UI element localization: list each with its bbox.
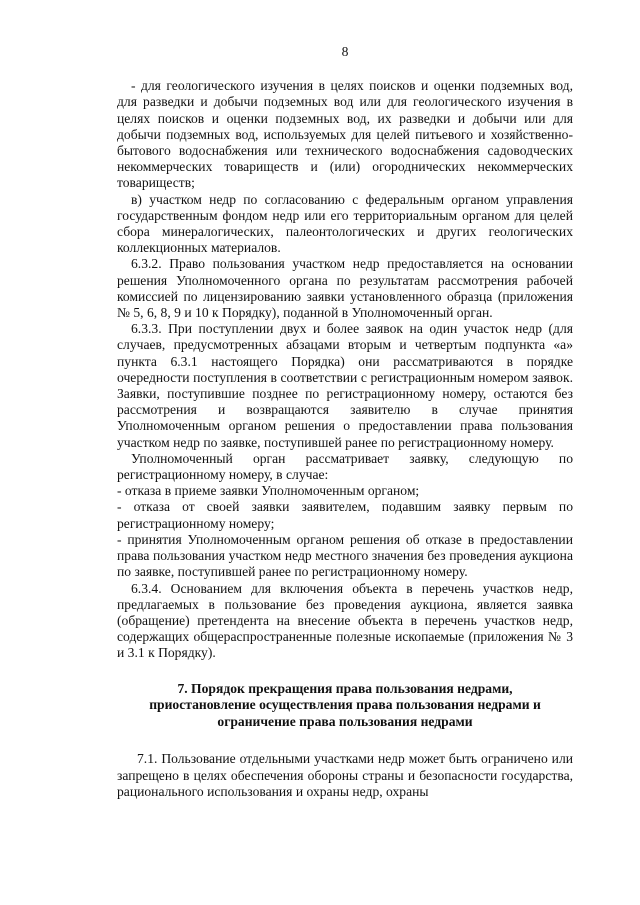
document-page — [117, 44, 573, 800]
paragraph-groundwater: - для геологического изучения в целях поисков и оценки подземных вод, для разведки и добычи подземных вод или для геологического изучения в целях поисков и оценки подземных вод, их разведки и добычи или для добычи подземных вод, используемых для целей питьевого и хозяйственно-бытового водоснабжения или технического водоснабжения садоводческих некоммерческих товариществ и (или) огороднических некоммерческих товариществ; — [117, 78, 573, 191]
paragraph-6-3-4: 6.3.4. Основанием для включения объекта в перечень участков недр, предлагаемых в пользование без проведения аукциона, является заявка (обращение) претендента на внесение объекта в перечень участков недр, содержащих общераспространенные полезные ископаемые (приложения № 3 и 3.1 к Порядку). — [117, 580, 573, 661]
paragraph-6-3-3: 6.3.3. При поступлении двух и более заявок на один участок недр (для случаев, предусмотренных абзацами вторым и четвертым подпункта «а» пункта 6.3.1 настоящего Порядка) они рассматриваются в порядке очередности поступления в соответствии с регистрационным номером заявок. Заявки, поступившие позднее по регистрационному номеру, остаются без рассмотрения и возвращаются заявителю в случае принятия Уполномоченным органом решения о предоставлении права пользования участком недр по заявке, поступившей ранее по регистрационному номеру. — [117, 321, 573, 450]
section-heading — [117, 681, 573, 731]
paragraph-collection-materials: в) участком недр по согласованию с федеральным органом управления государственным фондом недр или его территориальным органом для целей сбора минералогических, палеонтологических и других геологических коллекционных материалов. — [117, 191, 573, 256]
section-heading-line-1: 7. Порядок прекращения права пользования недрами, — [177, 680, 513, 696]
list-item-refusal-acceptance: - отказа в приеме заявки Уполномоченным органом; — [117, 483, 420, 499]
list-item-applicant-withdrawal: - отказа от своей заявки заявителем, подавшим заявку первым по регистрационному номеру; — [117, 499, 573, 531]
section-heading-line-3: ограничение права пользования недрами — [217, 713, 473, 729]
page-number: 8 — [341, 44, 349, 59]
list-item-refusal-decision: - принятия Уполномоченным органом решения об отказе в предоставлении права пользования участком недр местного значения без проведения аукциона по заявке, поступившей ранее по регистрационному номеру. — [117, 531, 573, 580]
paragraph-6-3-2: 6.3.2. Право пользования участком недр предоставляется на основании решения Уполномоченного органа по результатам рассмотрения рабочей комиссией по лицензированию заявки установленного образца (приложения № 5, 6, 8, 9 и 10 к Порядку), поданной в Уполномоченный орган. — [117, 256, 573, 321]
paragraph-authority-reviews: Уполномоченный орган рассматривает заявку, следующую по регистрационному номеру, в случае: — [117, 450, 573, 483]
section-heading-line-2: приостановление осуществления права пользования недрами и — [149, 697, 541, 713]
paragraph-7-1: 7.1. Пользование отдельными участками недр может быть ограничено или запрещено в целях обеспечения обороны страны и безопасности государства, рационального использования и охраны недр, охраны — [117, 751, 573, 799]
